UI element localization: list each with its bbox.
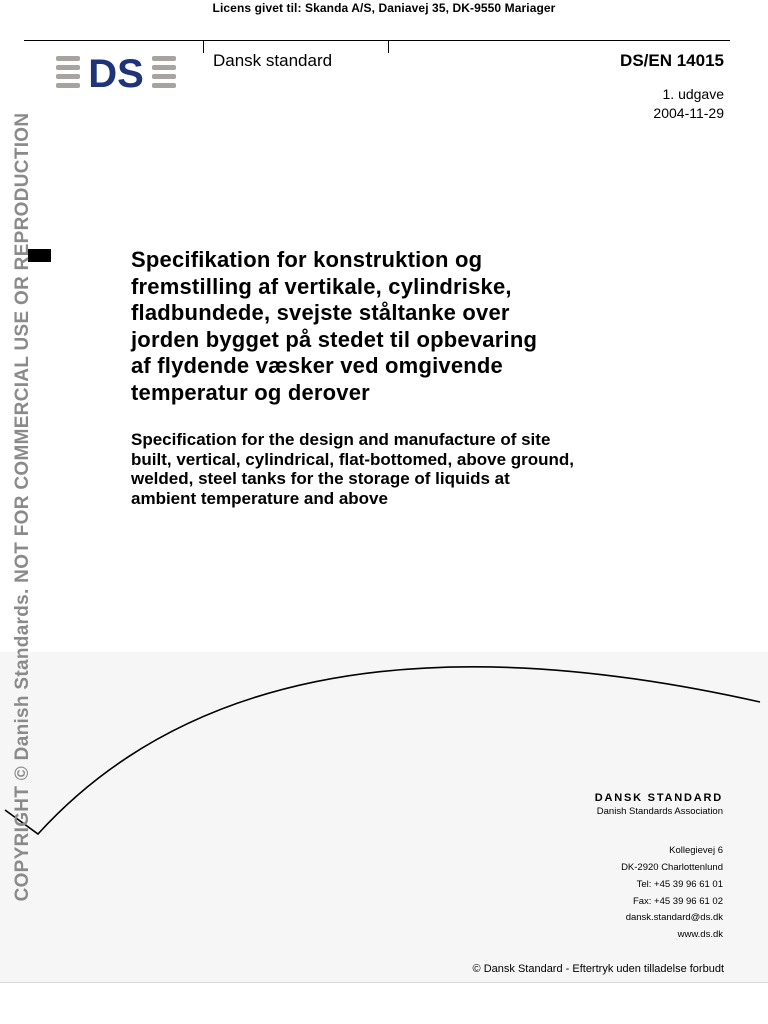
standard-name: Dansk standard bbox=[213, 51, 333, 70]
title-danish-line: af flydende væsker ved omgivende bbox=[131, 353, 503, 378]
publication-date: 2004-11-29 bbox=[653, 105, 724, 121]
title-danish-line: fladbundede, svejste ståltanke over bbox=[131, 300, 510, 325]
website-line: www.ds.dk bbox=[677, 929, 723, 940]
edition: 1. udgave bbox=[662, 86, 724, 102]
email-line: dansk.standard@ds.dk bbox=[625, 912, 723, 923]
title-english-line: built, vertical, cylindrical, flat-bottomed, above ground, bbox=[131, 449, 575, 469]
title-danish-line: jorden bygget på stedet til opbevaring bbox=[131, 326, 538, 352]
title-english-line: ambient temperature and above bbox=[131, 488, 388, 508]
copyright-notice: © Dansk Standard - Eftertryk uden tilladelse forbudt bbox=[472, 963, 724, 975]
address-line: Kollegievej 6 bbox=[669, 845, 723, 856]
phone-line: Tel: +45 39 96 61 01 bbox=[636, 879, 723, 890]
standard-number: DS/EN 14015 bbox=[620, 51, 724, 70]
title-danish-line: fremstilling af vertikale, cylindriske, bbox=[131, 273, 512, 299]
title-english-line: Specification for the design and manufacture of site bbox=[131, 430, 551, 449]
title-danish-line: temperatur og derover bbox=[131, 379, 370, 405]
logo-text: DS bbox=[88, 52, 144, 90]
fax-line: Fax: +45 39 96 61 02 bbox=[632, 896, 723, 907]
publisher-subtitle: Danish Standards Association bbox=[596, 806, 723, 817]
title-english-line: welded, steel tanks for the storage of liquids at bbox=[131, 469, 510, 488]
publisher-name: DANSK STANDARD bbox=[594, 792, 723, 804]
copyright-watermark: COPYRIGHT © Danish Standards. NOT FOR COMMERCIAL USE OR REPRODUCTION bbox=[12, 112, 33, 902]
license-line: Licens givet til: Skanda A/S, Daniavej 35, DK-9550 Mariager bbox=[212, 1, 556, 15]
address-line: DK-2920 Charlottenlund bbox=[621, 862, 723, 873]
title-danish-line: Specifikation for konstruktion og bbox=[131, 247, 483, 272]
